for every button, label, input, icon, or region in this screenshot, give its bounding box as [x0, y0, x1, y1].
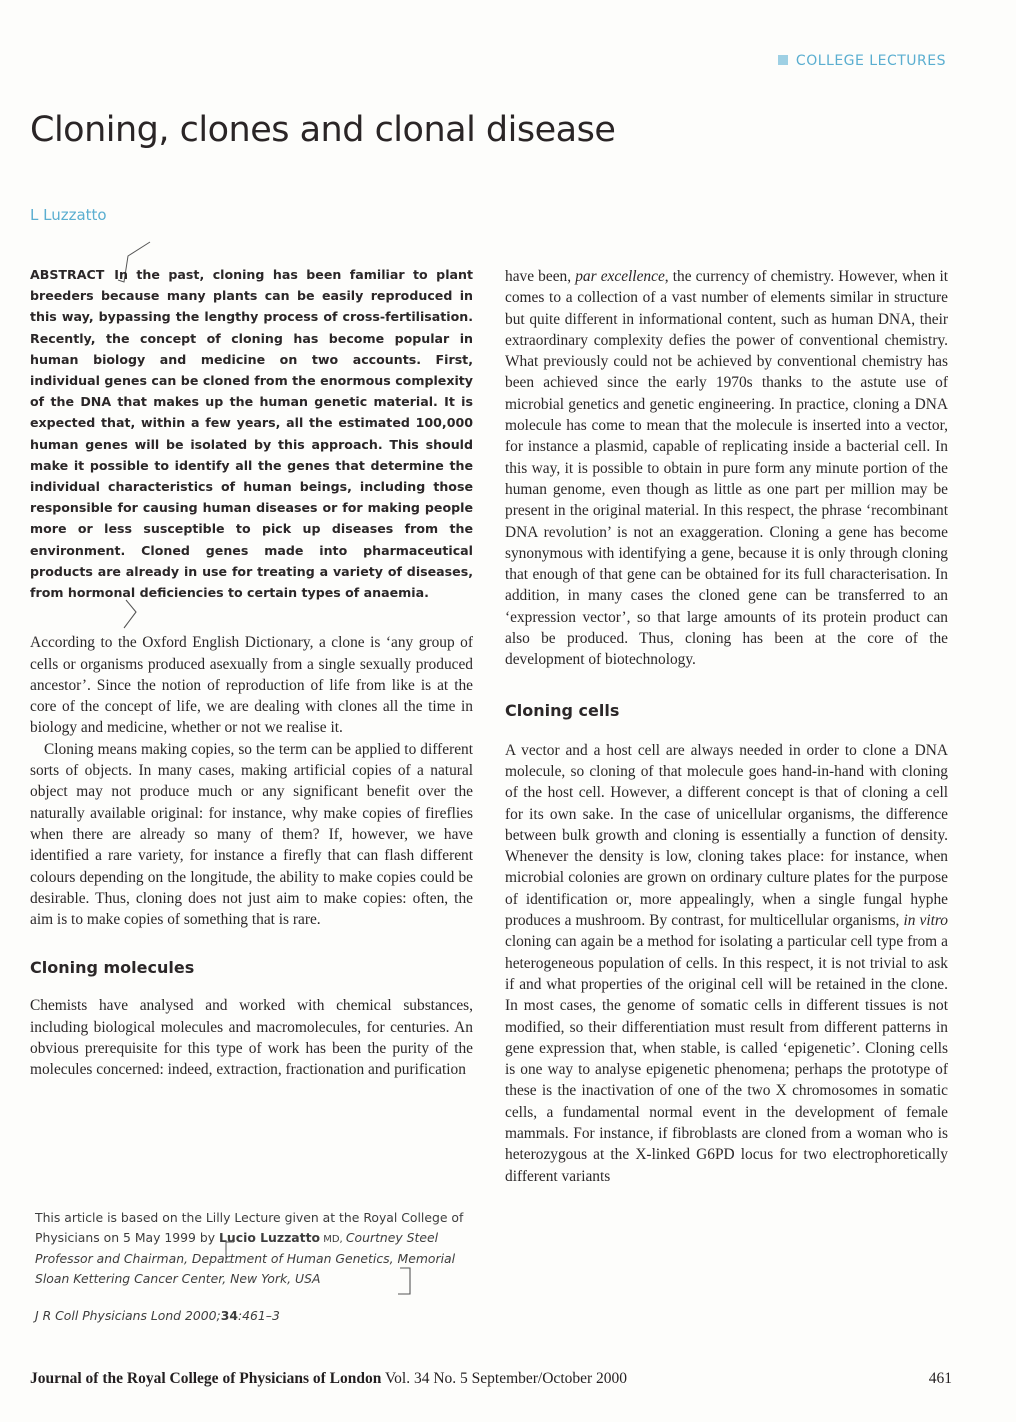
left-column [30, 264, 473, 1081]
text-run: cloning can again be a method for isolating a particular cell type from a heterogeneous population of cells. In this respect, it is not trivial to ask if and what properties of the original cell will be retained in the clone. In most cases, the genome of somatic cells in different tissues is not modified, so their differentiation must result from different patterns in gene expression that, when stable, is called ‘epigenetic’. Cloning cells is one way to analyse epigenetic phenomena; perhaps the prototype of these is the inactivation of one of the two X chromosomes in somatic cells, a fundamental normal event in the development of female mammals. For instance, if fibroblasts are cloned from a woman who is heterozygous at the X-linked G6PD locus for two electrophoretically different variants [505, 933, 948, 1185]
italic-run: in vitro [903, 912, 948, 930]
section-tag [778, 53, 946, 69]
journal-footer [30, 1370, 627, 1388]
citation-pages: :461–3 [237, 1308, 280, 1323]
journal-issue: Vol. 34 No. 5 September/October 2000 [381, 1370, 628, 1387]
text-run: , the currency of chemistry. However, when it comes to a collection of a vast number of elements similar in structure but quite different in informational content, such as human DNA, their extraordinary complexity defies the power of conventional chemistry. What previously could not be achieved by conventional chemistry has been achieved since the early 1970s thanks to the astute use of microbial genetics and genetic engineering. In practice, cloning a DNA molecule has come to mean that the molecule is inserted into a vector, for instance a plasmid, capable of replicating inside a bacterial cell. In this way, it is possible to obtain in pure form any minute portion of the human genome, even though as little as one part per million may be present in the original material. In this respect, the phrase ‘recombinant DNA revolution’ is not an exaggeration. Cloning a gene has become synonymous with identifying a gene, because it is only through cloning that enough of that gene can be obtained for its full characterisation. In addition, in many cases the cloned gene can be transferred to an ‘expression vector’, so that large amounts of its protein product can also be produced. Thus, cloning has been at the core of the development of biotechnology. [505, 268, 948, 669]
body-paragraph: Chemists have analysed and worked with chemical substances, including biological molecules and macromolecules, for centuries. An obvious prerequisite for this type of work has been the purity of the molecules concerned: indeed, extraction, fractionation and purification [30, 997, 473, 1079]
journal-name: Journal of the Royal College of Physicians of London [30, 1370, 382, 1387]
section-square-icon [778, 55, 788, 65]
abstract-text: In the past, cloning has been familiar to plant breeders because many plants can be easily reproduced in this way, bypassing the lengthy process of cross-fertilisation. Recently, the concept of cloning has become popular in human biology and medicine on two accounts. First, individual genes can be cloned from the enormous complexity of the DNA that makes up the human genetic material. It is expected that, within a few years, all the estimated 100,000 human genes will be isolated by this approach. This should make it possible to identify all the genes that determine the individual characteristics of human beings, including those responsible for causing human diseases or for making people more or less susceptible to pick up diseases from the environment. Cloned genes made into pharmaceutical products are already in use for treating a variety of diseases, from hormonal deficiencies to certain types of anaemia. [30, 267, 473, 601]
abstract [30, 264, 473, 603]
article-title: Cloning, clones and clonal disease [30, 110, 616, 150]
footnote-credentials: MD, [320, 1233, 346, 1245]
text-run: A vector and a host cell are always needed in order to clone a DNA molecule, so cloning of that molecule goes hand-in-hand with cloning of the host cell. However, a different concept is that of cloning a cell for its own sake. In the case of unicellular organisms, the difference between bulk growth and cloning is essentially a function of density. Whenever the density is low, cloning takes place: for instance, when microbial colonies are grown on ordinary culture plates for the purpose of identification or, more appealingly, when a single fungal hyphe produces a mushroom. By contrast, for multicellular organisms, [505, 741, 948, 930]
footnote-author-name: Lucio Luzzatto [219, 1229, 321, 1245]
text-run: have been, [505, 268, 576, 285]
italic-run: par excellence [575, 268, 665, 285]
body-paragraph: Cloning means making copies, so the term can be applied to different sorts of objects. In many cases, making artificial copies of a natural object may not produce much or any significant benefit over the naturally available original: for instance, why make copies of fireflies when there are already so many of them? If, however, we have identified a rare variety, for instance a firefly that can flash different colours depending on the longitude, the ability to make copies could be desirable. Thus, cloning does not just aim to make copies: often, the aim is to make copies of something that is rare. [30, 740, 473, 929]
citation-prefix: J R Coll Physicians Lond 2000; [35, 1308, 221, 1323]
subhead-cloning-cells: Cloning cells [505, 700, 620, 720]
citation-volume: 34 [220, 1308, 238, 1323]
pencil-bracket-mark [224, 1238, 420, 1298]
subhead-cloning-molecules: Cloning molecules [30, 958, 195, 978]
section-tag-label: COLLEGE LECTURES [795, 53, 946, 69]
right-body [505, 266, 948, 1187]
body-paragraph [505, 740, 948, 1187]
abstract-label: ABSTRACT [30, 267, 105, 282]
body-paragraph: According to the Oxford English Dictionary, a clone is ‘any group of cells or organisms produced asexually from a single sexually produced ancestor’. Since the notion of reproduction of life from like is at the core of the concept of life, we are dealing with clones all the time in biology and medicine, whether or not we realise it. [30, 634, 473, 737]
article-author: L Luzzatto [30, 206, 107, 224]
body-paragraph [505, 266, 948, 671]
left-body [30, 632, 473, 1080]
footnote-affiliation: Courtney Steel Professor and Chairman, Department of Human Genetics, Memorial Sloan Kettering Cancer Center, New York, USA [35, 1229, 456, 1286]
footnote-lead: This article is based on the Lilly Lecture given at the Royal College of Physicians on 5 May 1999 by [35, 1210, 464, 1245]
citation [35, 1306, 475, 1326]
page-number: 461 [928, 1370, 952, 1387]
right-column [505, 266, 948, 1187]
